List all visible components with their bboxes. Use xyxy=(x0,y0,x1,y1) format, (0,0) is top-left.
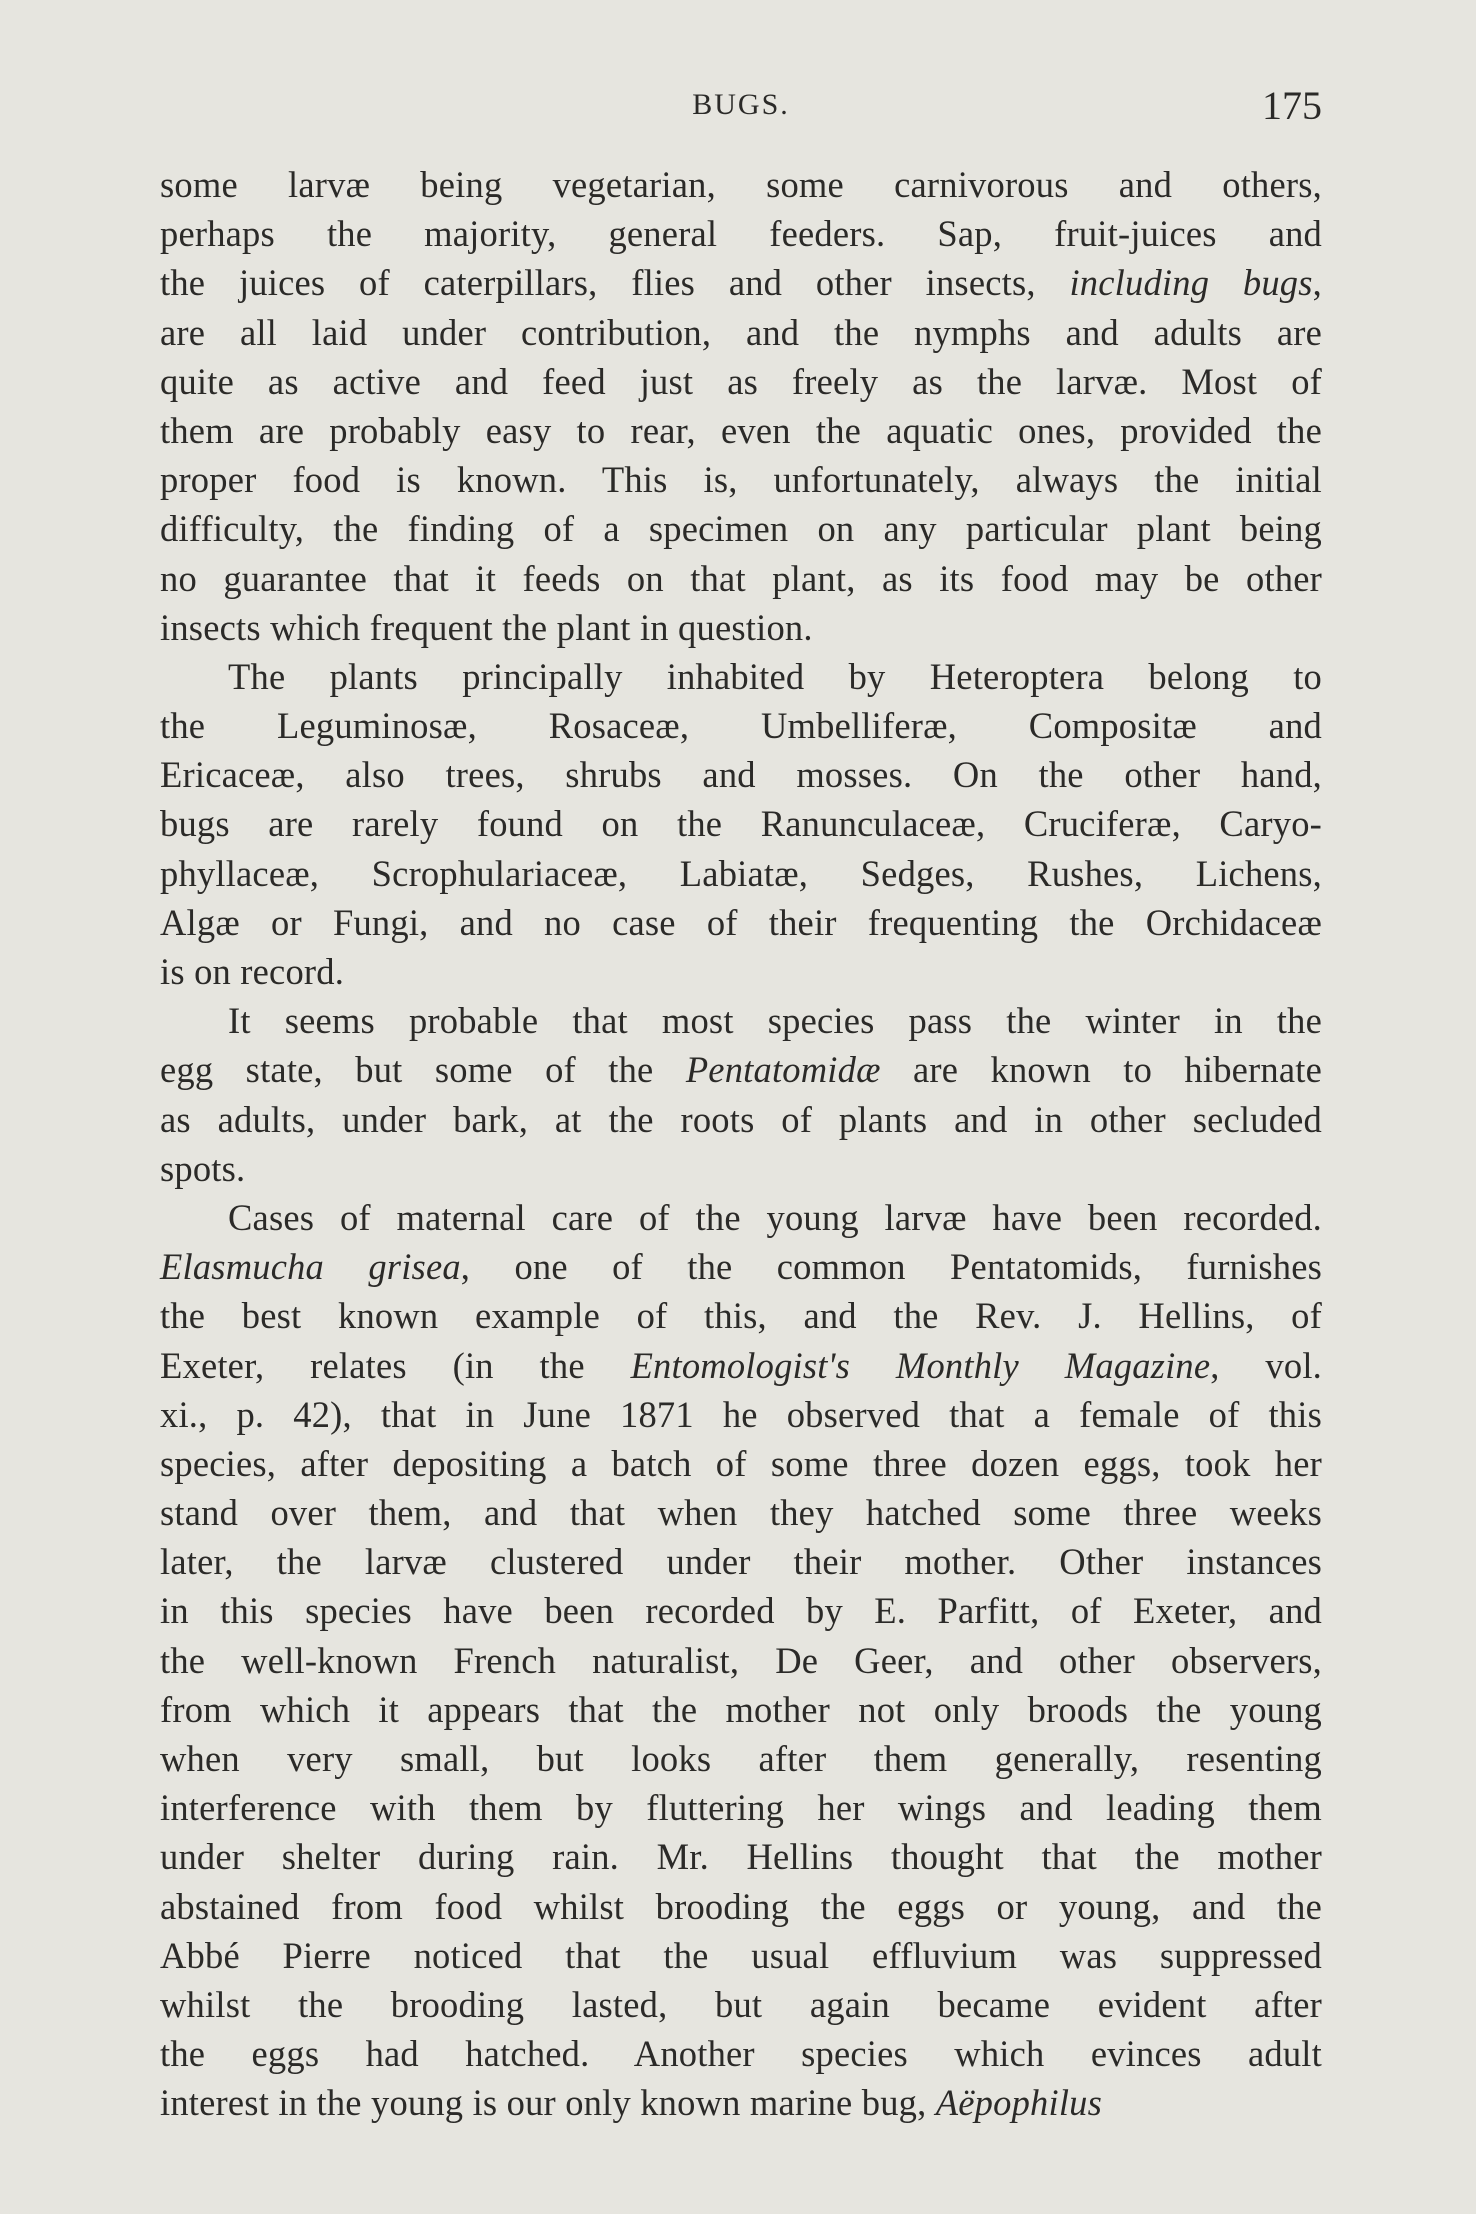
text-segment: , vol. xyxy=(1210,1344,1322,1386)
text-segment: Cases of maternal care of the young larvæ have been recorded. xyxy=(228,1196,1322,1238)
text-line xyxy=(160,1045,1322,1094)
text-segment: difficulty, the finding of a specimen on any particular plant being xyxy=(160,508,1322,550)
text-segment: proper food is known. This is, unfortunately, always the initial xyxy=(160,459,1322,501)
text-line xyxy=(160,1537,1322,1586)
text-line xyxy=(160,209,1322,258)
text-segment: when very small, but looks after them generally, resenting xyxy=(160,1738,1322,1779)
running-head: BUGS. xyxy=(692,88,790,121)
text-segment: xi., p. 42), that in June 1871 he observed that a female of this xyxy=(160,1393,1322,1435)
text-line xyxy=(160,799,1322,848)
body-text xyxy=(160,160,1322,2128)
paragraph xyxy=(160,160,1322,652)
text-segment: stand over them, and that when they hatched some three weeks xyxy=(160,1492,1322,1534)
text-line xyxy=(160,258,1322,307)
text-line xyxy=(160,1488,1322,1537)
text-segment: later, the larvæ clustered under their mother. Other instances xyxy=(160,1541,1322,1583)
text-segment: quite as active and feed just as freely as the larvæ. Most of xyxy=(160,360,1322,402)
text-segment: spots. xyxy=(160,1147,246,1189)
text-segment: abstained from food whilst brooding the eggs or young, and the xyxy=(160,1885,1322,1927)
text-segment: interference with them by fluttering her wings and leading them xyxy=(160,1787,1322,1829)
italic-text: Elasmucha grisea xyxy=(160,1246,461,1288)
text-line xyxy=(160,750,1322,799)
text-line xyxy=(160,1291,1322,1340)
italic-text: Pentatomidæ xyxy=(685,1049,881,1091)
text-line xyxy=(160,406,1322,455)
text-line xyxy=(160,996,1322,1045)
text-segment: the eggs had hatched. Another species which evinces adult xyxy=(160,2033,1322,2075)
text-line xyxy=(160,160,1322,209)
page-header xyxy=(160,82,1322,132)
text-segment: whilst the brooding lasted, but again became evident after xyxy=(160,1983,1322,2025)
text-segment: in this species have been recorded by E. Parfitt, of Exeter, and xyxy=(160,1590,1322,1632)
text-line xyxy=(160,1439,1322,1488)
text-line xyxy=(160,357,1322,406)
text-segment: the well-known French naturalist, De Geer, and other observers, xyxy=(160,1639,1322,1681)
text-line xyxy=(160,1832,1322,1881)
text-segment: bugs are rarely found on the Ranunculaceæ, Cruciferæ, Caryo- xyxy=(160,803,1322,845)
text-segment: the Leguminosæ, Rosaceæ, Umbelliferæ, Compositæ and xyxy=(160,705,1322,747)
italic-text: Entomologist's Monthly Magazine xyxy=(630,1344,1211,1386)
text-line xyxy=(160,504,1322,553)
text-segment: interest in the young is our only known marine bug, xyxy=(160,2082,936,2124)
paragraph xyxy=(160,1193,1322,2128)
text-line xyxy=(160,1390,1322,1439)
text-segment: the best known example of this, and the Rev. J. Hellins, of xyxy=(160,1295,1322,1337)
text-line xyxy=(160,1734,1322,1783)
text-line xyxy=(160,1882,1322,1931)
text-line xyxy=(160,1931,1322,1980)
text-segment: perhaps the majority, general feeders. Sap, fruit-juices and xyxy=(160,213,1322,255)
text-line xyxy=(160,898,1322,947)
text-segment: are all laid under contribution, and the nymphs and adults are xyxy=(160,311,1322,353)
text-line xyxy=(160,2078,1322,2127)
text-line xyxy=(160,2029,1322,2078)
text-segment: species, after depositing a batch of some three dozen eggs, took her xyxy=(160,1442,1322,1484)
text-line xyxy=(160,1242,1322,1291)
text-segment: from which it appears that the mother not only broods the young xyxy=(160,1688,1322,1730)
text-segment: insects which frequent the plant in question. xyxy=(160,606,813,648)
text-segment: , xyxy=(1312,262,1322,304)
text-segment: Exeter, relates (in the xyxy=(160,1344,631,1386)
text-line xyxy=(160,1341,1322,1390)
italic-text: including bugs xyxy=(1069,262,1313,304)
text-line xyxy=(160,455,1322,504)
text-segment: phyllaceæ, Scrophulariaceæ, Labiatæ, Sedges, Rushes, Lichens, xyxy=(160,852,1322,894)
text-segment: are known to hibernate xyxy=(880,1049,1323,1091)
text-line xyxy=(160,1636,1322,1685)
text-segment: The plants principally inhabited by Heteroptera belong to xyxy=(228,655,1322,697)
text-segment: Algæ or Fungi, and no case of their frequenting the Orchidaceæ xyxy=(160,901,1322,943)
text-line xyxy=(160,1193,1322,1242)
text-segment: Ericaceæ, also trees, shrubs and mosses. On the other hand, xyxy=(160,754,1322,796)
text-segment: , one of the common Pentatomids, furnishes xyxy=(460,1246,1322,1288)
italic-text: Aëpophilus xyxy=(935,2082,1103,2124)
text-segment: the juices of caterpillars, flies and other insects, xyxy=(160,262,1070,304)
paragraph xyxy=(160,652,1322,996)
text-segment: as adults, under bark, at the roots of plants and in other secluded xyxy=(160,1098,1322,1140)
text-line xyxy=(160,947,1322,996)
text-line xyxy=(160,701,1322,750)
text-segment: them are probably easy to rear, even the aquatic ones, provided the xyxy=(160,409,1322,451)
text-line xyxy=(160,1144,1322,1193)
text-segment: under shelter during rain. Mr. Hellins thought that the mother xyxy=(160,1836,1322,1878)
text-line xyxy=(160,554,1322,603)
page-number: 175 xyxy=(1262,83,1322,128)
text-segment: Abbé Pierre noticed that the usual effluvium was suppressed xyxy=(160,1934,1322,1976)
text-line xyxy=(160,603,1322,652)
text-line xyxy=(160,1783,1322,1832)
text-line xyxy=(160,308,1322,357)
text-segment: is on record. xyxy=(160,951,345,992)
text-line xyxy=(160,1685,1322,1734)
text-line xyxy=(160,1980,1322,2029)
text-line xyxy=(160,849,1322,898)
text-line xyxy=(160,1586,1322,1635)
text-segment: some larvæ being vegetarian, some carnivorous and others, xyxy=(160,164,1322,205)
text-line xyxy=(160,1095,1322,1144)
text-segment: It seems probable that most species pass the winter in the xyxy=(228,1000,1322,1042)
text-segment: no guarantee that it feeds on that plant, as its food may be other xyxy=(160,557,1322,599)
paragraph xyxy=(160,996,1322,1193)
text-segment: egg state, but some of the xyxy=(160,1049,686,1091)
text-line xyxy=(160,652,1322,701)
